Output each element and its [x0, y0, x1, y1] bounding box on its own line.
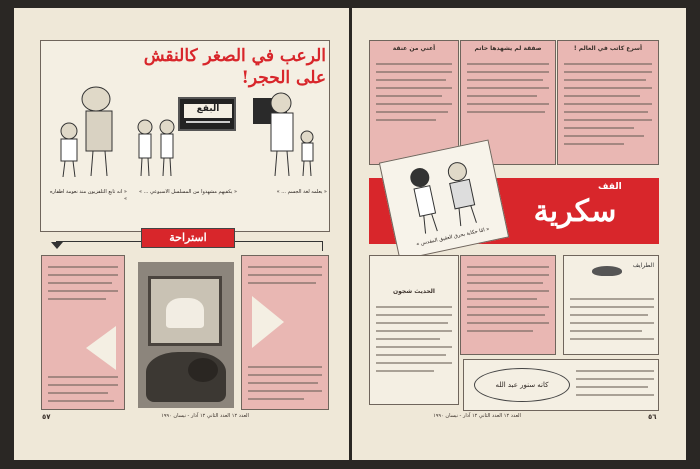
right-top-col-left	[369, 40, 459, 165]
section-rule-right	[322, 241, 323, 251]
signature-oval	[474, 368, 570, 402]
cartoon-strip	[40, 40, 330, 232]
box-center	[460, 255, 556, 355]
left-footer: العدد ١٢ العدد الثاني ١٢ آذار - نيسان ١٩٩٠	[161, 413, 249, 419]
banner-title: الرعب في الصغر كالنقش على الحجر!	[143, 46, 326, 88]
caption-middle: « يكفيهم مشهدوا من المسلسل الاسبوعي ... »	[138, 189, 237, 195]
right-footer: العدد ١٢ العدد الثاني ١٢ آذار - نيسان ١٩٩٠	[433, 413, 521, 419]
left-page-number: ٥٧	[42, 413, 51, 421]
col-middle-title: صفقة لم يشهدها حاتم	[474, 45, 542, 52]
brand-logo	[500, 180, 650, 242]
cartoon-figures	[41, 81, 331, 191]
caption-right: « يعلمه لغة الجسم ... »	[276, 189, 327, 195]
box-mid-left	[369, 255, 459, 405]
photo-cat-tv	[138, 262, 234, 408]
box-mid-title: الحديث شجون	[393, 288, 435, 295]
brand-big: سكرية	[533, 194, 617, 229]
signature-text: كانه سنور عبد الله	[495, 381, 549, 389]
section-title	[141, 228, 235, 248]
left-column-1	[41, 255, 125, 410]
signature-box	[463, 359, 659, 411]
caption-left: « آنه تابع التلفزيون منذ نعومة أظفاره »	[49, 189, 127, 202]
right-top-col-right	[557, 40, 659, 165]
box-right-title: الطرايف	[632, 262, 654, 269]
brand-small: القف	[598, 182, 622, 192]
section-arrow-icon	[51, 242, 63, 249]
blackboard-label: البقع	[184, 104, 232, 118]
right-page-number: ٥٦	[648, 413, 657, 421]
cartoon-caption: « أمّا حكاية بحرق العقيق المقدس »	[415, 226, 490, 248]
col-right-title: أسرع كاتب في العالم !	[573, 45, 643, 52]
col-left-title: أعني من عنقة	[392, 45, 436, 52]
section-title-text: استراحة	[169, 231, 207, 244]
left-column-2	[241, 255, 329, 410]
mustache-icon	[592, 266, 622, 276]
box-right	[563, 255, 659, 355]
